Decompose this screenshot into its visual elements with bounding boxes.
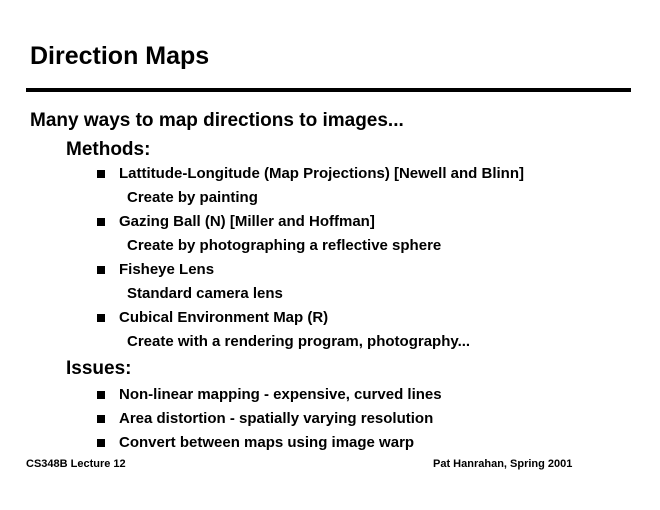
issues-label: Issues: — [66, 358, 132, 379]
slide-title: Direction Maps — [30, 42, 210, 70]
method-item: Cubical Environment Map (R) — [119, 309, 329, 326]
bullet-square-icon — [97, 170, 105, 178]
methods-label: Methods: — [66, 139, 151, 160]
main-heading: Many ways to map directions to images... — [30, 110, 404, 131]
issue-item: Convert between maps using image warp — [119, 434, 415, 451]
bullet-square-icon — [97, 391, 105, 399]
method-subitem: Create by photographing a reflective sphere — [127, 237, 442, 254]
method-subitem: Create by painting — [127, 189, 258, 206]
method-subitem: Create with a rendering program, photography... — [127, 333, 471, 350]
bullet-square-icon — [97, 218, 105, 226]
bullet-square-icon — [97, 266, 105, 274]
method-item: Gazing Ball (N) [Miller and Hoffman] — [119, 213, 375, 230]
method-subitem: Standard camera lens — [127, 285, 283, 302]
bullet-square-icon — [97, 415, 105, 423]
method-item: Fisheye Lens — [119, 261, 215, 278]
method-item: Lattitude-Longitude (Map Projections) [Newell and Blinn] — [119, 165, 524, 182]
title-divider — [26, 88, 631, 92]
bullet-square-icon — [97, 314, 105, 322]
footer-author: Pat Hanrahan, Spring 2001 — [433, 458, 573, 470]
footer-course: CS348B Lecture 12 — [26, 458, 126, 470]
issue-item: Non-linear mapping - expensive, curved lines — [119, 386, 442, 403]
issue-item: Area distortion - spatially varying resolution — [119, 410, 434, 427]
bullet-square-icon — [97, 439, 105, 447]
